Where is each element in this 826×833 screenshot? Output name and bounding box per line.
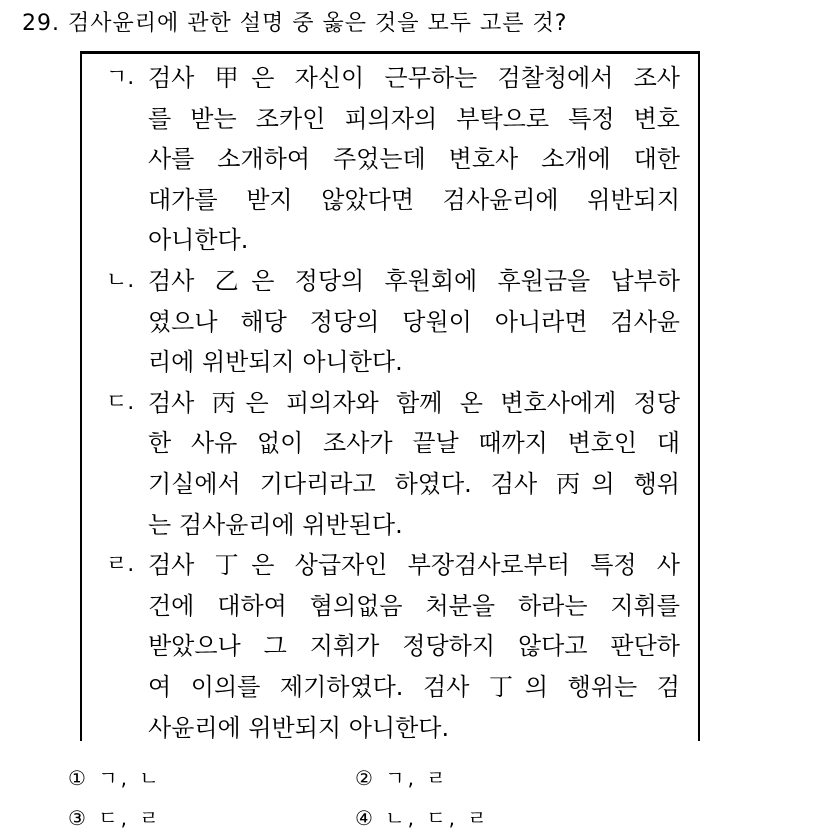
choice-4[interactable]: ④ ㄴ, ㄷ, ㄹ xyxy=(355,806,490,830)
statement-line: 리에 위반되지 아니한다. xyxy=(148,348,403,377)
statement-line: 사윤리에 위반되지 아니한다. xyxy=(148,713,450,742)
statement-line: 여 이의를 제기하였다. 검사 丁의 행위는 검 xyxy=(148,673,680,701)
statement-line: 검사 丁은 상급자인 부장검사로부터 특정 사 xyxy=(148,551,680,580)
statement-line: 를 받는 조카인 피의자의 부탁으로 특정 변호 xyxy=(148,104,680,133)
question-title: 29. 검사윤리에 관한 설명 중 옳은 것을 모두 고른 것? xyxy=(22,11,568,36)
statement-marker: ㄷ. xyxy=(106,389,135,415)
statement-marker: ㄱ. xyxy=(106,65,135,90)
statement-marker: ㄹ. xyxy=(106,552,135,578)
statement-line: 아니한다. xyxy=(148,226,249,255)
statement-line: 사를 소개하여 주었는데 변호사 소개에 대한 xyxy=(148,145,680,174)
statement-marker: ㄴ. xyxy=(106,268,135,293)
statement-line: 기실에서 기다리라고 하였다. 검사 丙의 행위 xyxy=(148,470,680,498)
statement-line: 였으나 해당 정당의 당원이 아니라면 검사윤 xyxy=(148,307,680,336)
statement-line: 검사 甲은 자신이 근무하는 검찰청에서 조사 xyxy=(148,64,680,92)
statement-line: 대가를 받지 않았다면 검사윤리에 위반되지 xyxy=(148,185,680,214)
statement-line: 받았으나 그 지휘가 정당하지 않다고 판단하 xyxy=(148,632,680,661)
statement-line: 는 검사윤리에 위반된다. xyxy=(148,510,403,539)
choice-3[interactable]: ③ ㄷ, ㄹ xyxy=(68,806,162,830)
choice-2[interactable]: ② ㄱ, ㄹ xyxy=(355,766,449,790)
choice-1[interactable]: ① ㄱ, ㄴ xyxy=(68,766,162,790)
statement-line: 건에 대하여 혐의없음 처분을 하라는 지휘를 xyxy=(148,591,680,620)
statement-line: 한 사유 없이 조사가 끝날 때까지 변호인 대 xyxy=(148,429,680,458)
statements-box xyxy=(80,51,700,741)
statement-line: 검사 乙은 정당의 후원회에 후원금을 납부하 xyxy=(148,267,680,295)
statement-line: 검사 丙은 피의자와 함께 온 변호사에게 정당 xyxy=(148,388,680,417)
